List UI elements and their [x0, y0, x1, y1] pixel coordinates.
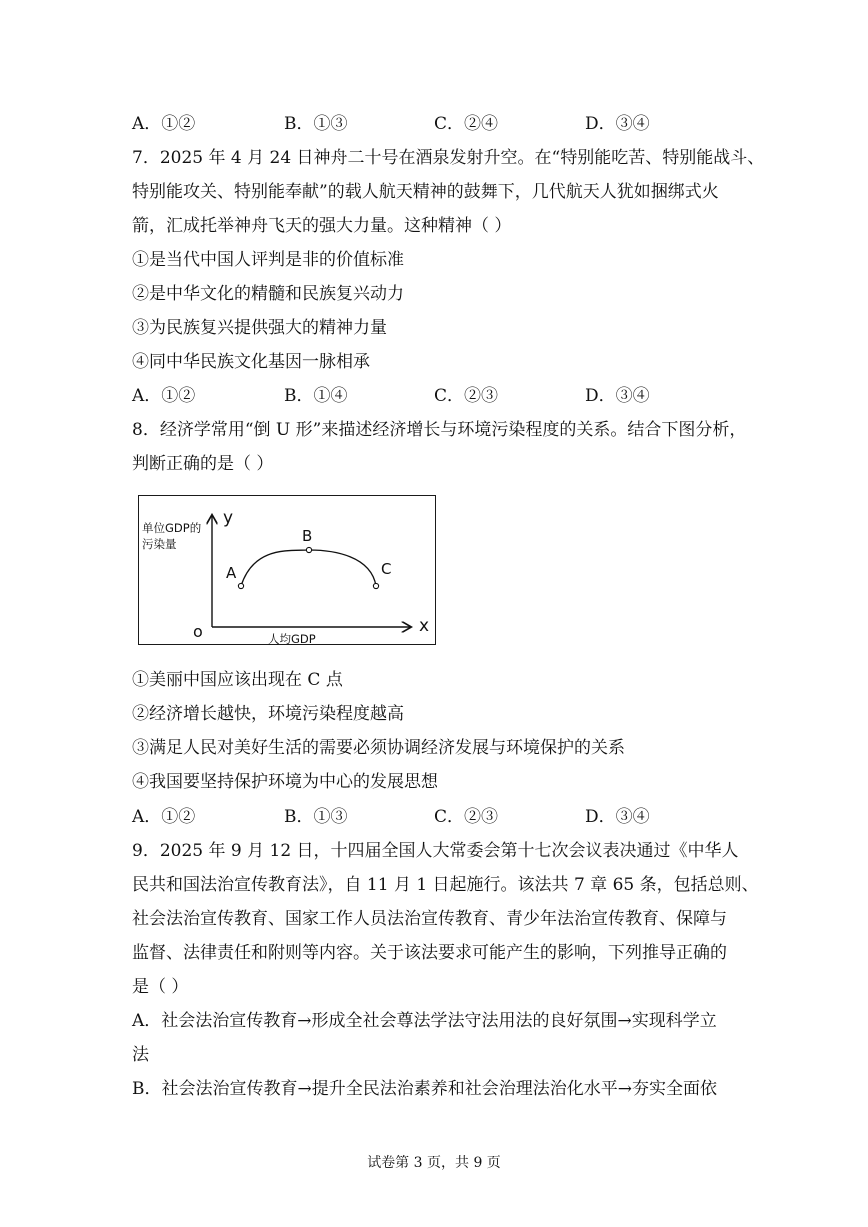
q8-option-a: A．①②	[132, 807, 196, 827]
q8-option-c: C．②③	[434, 807, 499, 827]
inverted-u-diagram	[139, 496, 437, 646]
q8-statement-2: ②经济增长越快，环境污染程度越高	[132, 704, 404, 724]
q8-option-d: D．③④	[585, 807, 650, 827]
inverted-u-figure	[138, 495, 436, 645]
page-footer: 试卷第 3 页，共 9 页	[367, 1155, 501, 1171]
q9-option-a-line-1: A．社会法治宣传教育→形成全社会尊法学法守法用法的良好氛围→实现科学立	[132, 1011, 717, 1031]
x-label: 人均GDP	[268, 632, 316, 646]
point-c-label: C	[381, 560, 392, 578]
q9-stem-line-2: 民共和国法治宣传教育法》，自 11 月 1 日起施行。该法共 7 章 65 条，包括总则、	[132, 875, 759, 895]
q7-option-d: D．③④	[585, 386, 650, 406]
q8-statement-3: ③满足人民对美好生活的需要必须协调经济发展与环境保护的关系	[132, 738, 625, 758]
q6-option-d: D．③④	[585, 114, 650, 134]
point-a-marker	[238, 583, 243, 588]
q7-stem-line-2: 特别能攻关、特别能奉献”的载人航天精神的鼓舞下，几代航天人犹如捆绑式火	[132, 182, 719, 202]
y-axis-letter: y	[223, 508, 234, 528]
q8-statement-4: ④我国要坚持保护环境为中心的发展思想	[132, 772, 438, 792]
q7-option-a: A．①②	[132, 386, 196, 406]
x-axis-letter: x	[419, 616, 430, 636]
q8-option-b: B．①③	[284, 807, 348, 827]
point-a-label: A	[226, 564, 237, 582]
origin-label: o	[193, 622, 203, 641]
q7-stem-line-1: 7．2025 年 4 月 24 日神舟二十号在酒泉发射升空。在“特别能吃苦、特别能战斗、	[132, 148, 765, 168]
q7-statement-1: ①是当代中国人评判是非的价值标准	[132, 250, 404, 270]
q8-stem-line-2: 判断正确的是（ ）	[132, 454, 274, 474]
point-b-label: B	[302, 527, 313, 545]
y-label-line-1: 单位GDP的	[142, 521, 202, 535]
q7-stem-line-3: 箭，汇成托举神舟飞天的强大力量。这种精神（ ）	[132, 216, 512, 236]
q7-statement-2: ②是中华文化的精髓和民族复兴动力	[132, 284, 404, 304]
q9-stem-line-3: 社会法治宣传教育、国家工作人员法治宣传教育、青少年法治宣传教育、保障与	[132, 909, 727, 929]
y-label-line-2: 污染量	[142, 537, 177, 551]
q7-statement-4: ④同中华民族文化基因一脉相承	[132, 352, 370, 372]
q9-stem-line-1: 9．2025 年 9 月 12 日，十四届全国人大常委会第十七次会议表决通过《中华人	[132, 841, 739, 861]
q8-statement-1: ①美丽中国应该出现在 C 点	[132, 670, 343, 690]
q6-option-b: B．①③	[284, 114, 348, 134]
q8-stem-line-1: 8．经济学常用“倒 U 形”来描述经济增长与环境污染程度的关系。结合下图分析，	[132, 420, 747, 440]
q7-statement-3: ③为民族复兴提供强大的精神力量	[132, 318, 387, 338]
point-c-marker	[373, 583, 378, 588]
point-b-marker	[306, 547, 311, 552]
q9-option-b-line-1: B．社会法治宣传教育→提升全民法治素养和社会治理法治化水平→夯实全面依	[132, 1079, 717, 1099]
q7-option-b: B．①④	[284, 386, 348, 406]
q6-option-a: A．①②	[132, 114, 196, 134]
q9-stem-line-5: 是（ ）	[132, 977, 189, 997]
q9-stem-line-4: 监督、法律责任和附则等内容。关于该法要求可能产生的影响，下列推导正确的	[132, 943, 727, 963]
inverted-u-curve	[241, 550, 376, 586]
q7-option-c: C．②③	[434, 386, 499, 406]
q9-option-a-line-2: 法	[132, 1045, 149, 1065]
q6-option-c: C．②④	[434, 114, 499, 134]
